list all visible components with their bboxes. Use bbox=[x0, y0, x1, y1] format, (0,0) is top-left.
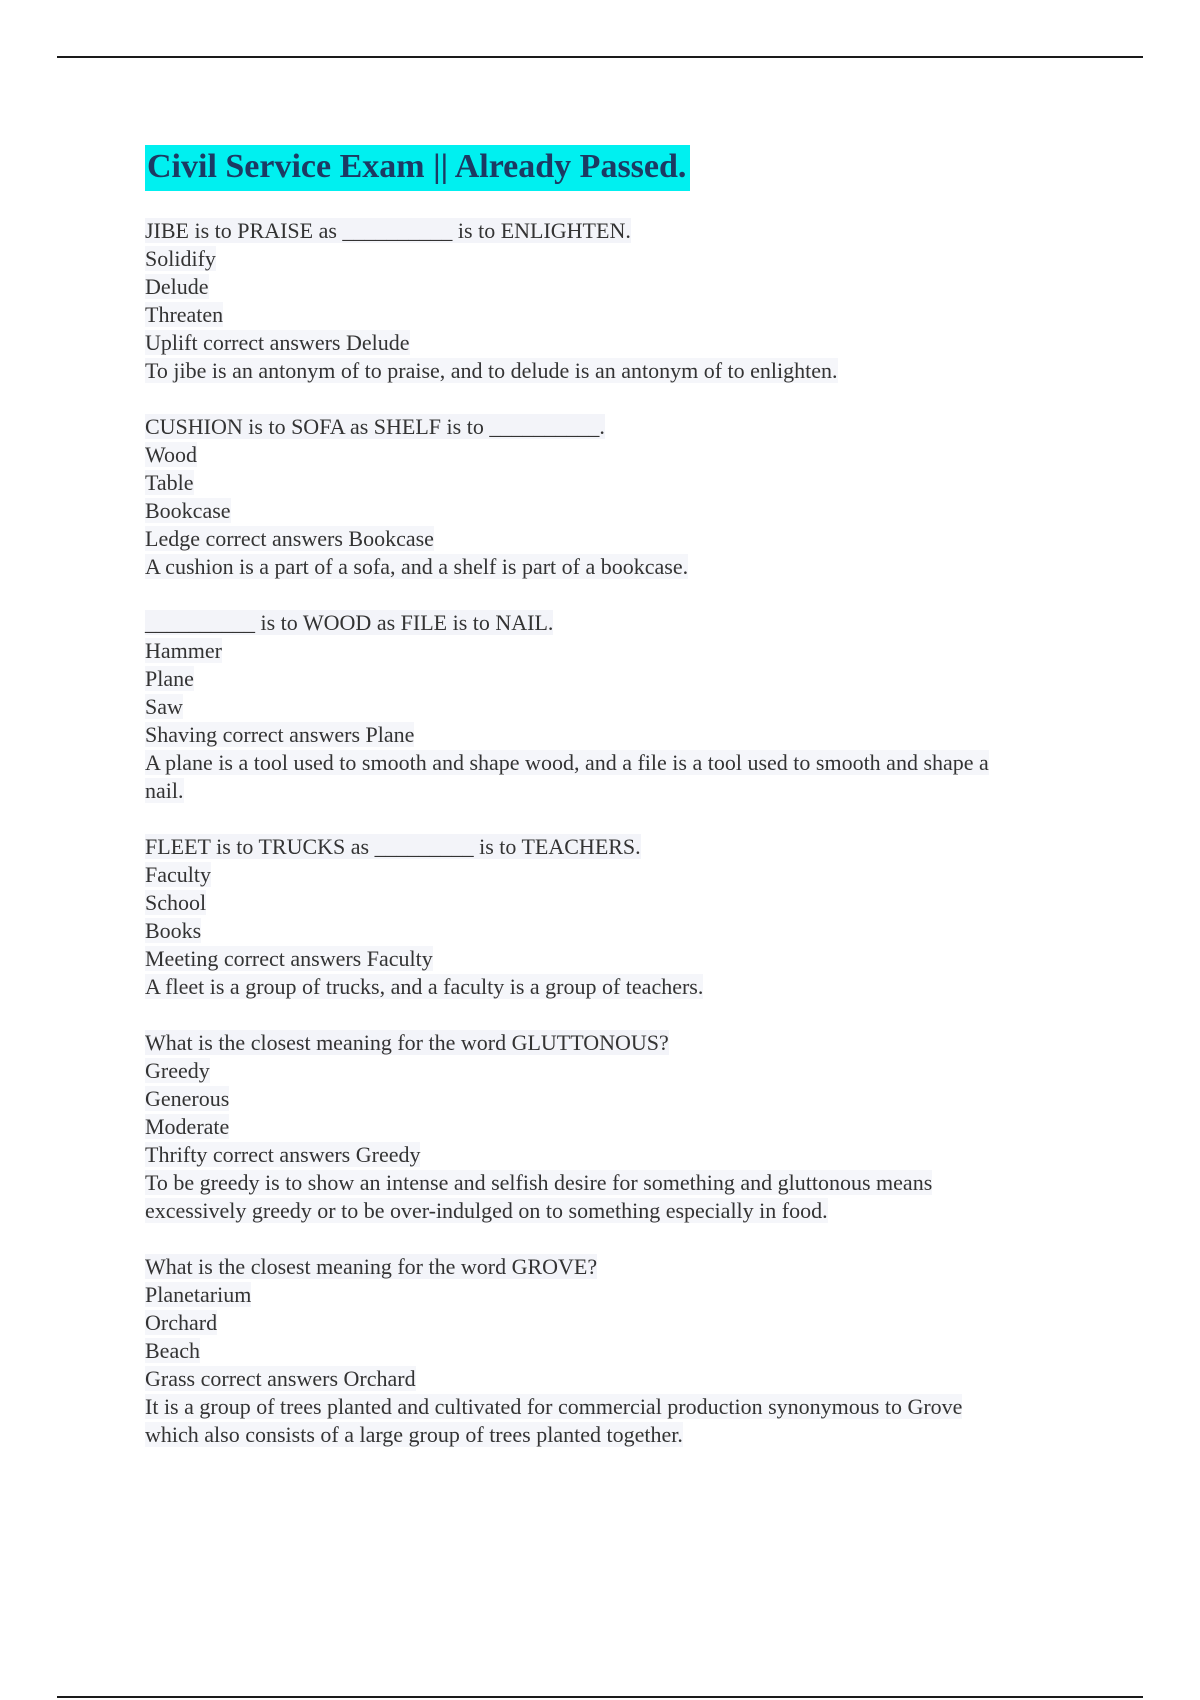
question-prompt: What is the closest meaning for the word GROVE? bbox=[145, 1254, 598, 1279]
question-prompt: JIBE is to PRAISE as __________ is to ENLIGHTEN. bbox=[145, 218, 631, 243]
explanation-line: A fleet is a group of trucks, and a faculty is a group of teachers. bbox=[145, 974, 704, 999]
correct-answer-line: Grass correct answers Orchard bbox=[145, 1366, 416, 1391]
question-block bbox=[145, 413, 1095, 581]
answer-option: Moderate bbox=[145, 1114, 230, 1139]
explanation-line: A plane is a tool used to smooth and shape wood, and a file is a tool used to smooth and shape a bbox=[145, 750, 989, 775]
explanation-line: nail. bbox=[145, 778, 184, 803]
explanation-line: To jibe is an antonym of to praise, and to delude is an antonym of to enlighten. bbox=[145, 358, 838, 383]
answer-option: Delude bbox=[145, 274, 209, 299]
answer-option: Saw bbox=[145, 694, 183, 719]
answer-option: Orchard bbox=[145, 1310, 218, 1335]
question-prompt: What is the closest meaning for the word GLUTTONOUS? bbox=[145, 1030, 669, 1055]
answer-option: Faculty bbox=[145, 862, 211, 887]
answer-option: School bbox=[145, 890, 207, 915]
answer-option: Generous bbox=[145, 1086, 230, 1111]
answer-option: Greedy bbox=[145, 1058, 210, 1083]
answer-option: Books bbox=[145, 918, 202, 943]
question-prompt: CUSHION is to SOFA as SHELF is to __________. bbox=[145, 414, 605, 439]
correct-answer-line: Shaving correct answers Plane bbox=[145, 722, 415, 747]
correct-answer-line: Ledge correct answers Bookcase bbox=[145, 526, 434, 551]
question-block bbox=[145, 217, 1095, 385]
correct-answer-line: Thrifty correct answers Greedy bbox=[145, 1142, 421, 1167]
document-body bbox=[145, 145, 1095, 1477]
question-block bbox=[145, 833, 1095, 1001]
document-title: Civil Service Exam || Already Passed. bbox=[145, 145, 690, 191]
answer-option: Plane bbox=[145, 666, 194, 691]
explanation-line: A cushion is a part of a sofa, and a shelf is part of a bookcase. bbox=[145, 554, 689, 579]
correct-answer-line: Uplift correct answers Delude bbox=[145, 330, 410, 355]
correct-answer-line: Meeting correct answers Faculty bbox=[145, 946, 433, 971]
question-block bbox=[145, 1029, 1095, 1225]
answer-option: Hammer bbox=[145, 638, 222, 663]
explanation-line: It is a group of trees planted and cultivated for commercial production synonymous to Grove bbox=[145, 1394, 963, 1419]
answer-option: Planetarium bbox=[145, 1282, 252, 1307]
answer-option: Threaten bbox=[145, 302, 224, 327]
explanation-line: which also consists of a large group of trees planted together. bbox=[145, 1422, 683, 1447]
explanation-line: excessively greedy or to be over-indulged on to something especially in food. bbox=[145, 1198, 828, 1223]
question-prompt: FLEET is to TRUCKS as _________ is to TEACHERS. bbox=[145, 834, 641, 859]
explanation-line: To be greedy is to show an intense and selfish desire for something and gluttonous means bbox=[145, 1170, 933, 1195]
bottom-rule bbox=[57, 1696, 1143, 1698]
answer-option: Beach bbox=[145, 1338, 200, 1363]
question-prompt: __________ is to WOOD as FILE is to NAIL. bbox=[145, 610, 554, 635]
answer-option: Wood bbox=[145, 442, 198, 467]
question-block bbox=[145, 1253, 1095, 1449]
answer-option: Table bbox=[145, 470, 194, 495]
answer-option: Bookcase bbox=[145, 498, 231, 523]
question-block bbox=[145, 609, 1095, 805]
top-rule bbox=[57, 56, 1143, 58]
answer-option: Solidify bbox=[145, 246, 216, 271]
